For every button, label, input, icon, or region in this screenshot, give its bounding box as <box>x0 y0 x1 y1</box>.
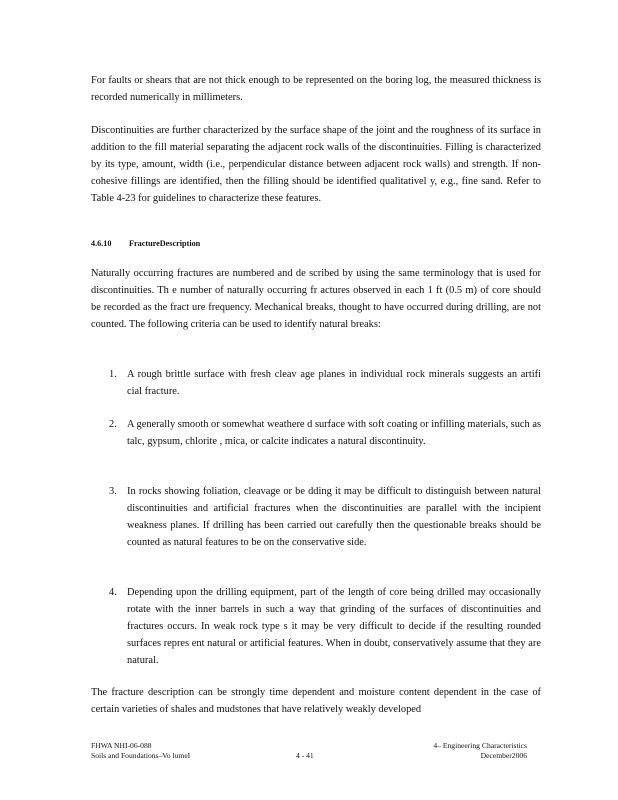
list-item-text: In rocks showing foliation, cleavage or be dding it may be difficult to distinguish between natural discontinuities and artificial fractures when the discontinuities are parallel with the incipient weakness planes. If drilling has been carried out carefully then the questionable breaks should be counted as natural features to be on the conservative side. <box>127 486 541 548</box>
footer-left <box>91 741 190 761</box>
list-marker: 4. <box>109 587 117 598</box>
list-marker: 1. <box>109 369 117 380</box>
list-marker: 2. <box>109 419 117 430</box>
list-marker: 3. <box>109 486 117 497</box>
list-item <box>109 483 541 551</box>
list-item-text: A rough brittle surface with fresh cleav age planes in individual rock minerals suggests an artifi cial fracture. <box>127 369 541 397</box>
footer-report-number: FHWA NHI-06-088 <box>91 741 152 750</box>
paragraph-natural-fractures: Naturally occurring fractures are numbered and de scribed by using the same terminology that is used for discontinuities. Th e number of naturally occurring fr actures observed in each 1 ft (0.5 m) of core should be recorded as the fract ure frequency. Mechanical breaks, thought to have occurred during drilling, are not counted. The following criteria can be used to identify natural breaks: <box>91 268 541 330</box>
section-heading <box>91 239 200 248</box>
paragraph-fault-thickness: For faults or shears that are not thick enough to be represented on the boring log, the measured thickness is recorded numerically in millimeters. <box>91 75 541 103</box>
list-item-text: Depending upon the drilling equipment, part of the length of core being drilled may occasionally rotate with the inner barrels in such a way that grinding of the surfaces of discontinuities and fractures occurs. In weak rock type s it may be very difficult to decide if the resulting rounded surfaces repres ent natural or artificial features. When in doubt, conservatively assume that they are natural. <box>127 587 541 666</box>
list-item <box>109 366 541 400</box>
list-item <box>109 584 541 669</box>
list-item-text: A generally smooth or somewhat weathere d surface with soft coating or infilling materials, such as talc, gypsum, chlorite , mica, or calcite indicates a natural discontinuity. <box>127 419 541 447</box>
page-number: 4 - 41 <box>296 751 314 760</box>
section-number: 4.6.10 <box>91 239 112 248</box>
paragraph-discontinuity-characterization: Discontinuities are further characterized by the surface shape of the joint and the roughness of its surface in addition to the fill material separating the adjacent rock walls of the discontinuities. Filling is characterized by its type, amount, width (i.e., perpendicular distance between adjacent rock walls) and strength. If non- cohesive fillings are identified, then the filling should be identified qualitativel y, e.g., fine sand. Refer to Table 4-23 for guidelines to characterize these features. <box>91 125 541 204</box>
list-item <box>109 416 541 450</box>
footer-right <box>417 741 527 761</box>
footer-manual-title: Soils and Foundations–Vo lumeI <box>91 751 191 760</box>
footer-chapter-title: 4– Engineering Characteristics <box>433 741 527 750</box>
section-title: FractureDescription <box>129 239 201 248</box>
paragraph-time-dependence: The fracture description can be strongly time dependent and moisture content dependent in the case of certain varieties of shales and mudstones that have relatively weakly developed <box>91 687 541 715</box>
footer-date: December2006 <box>480 751 527 760</box>
